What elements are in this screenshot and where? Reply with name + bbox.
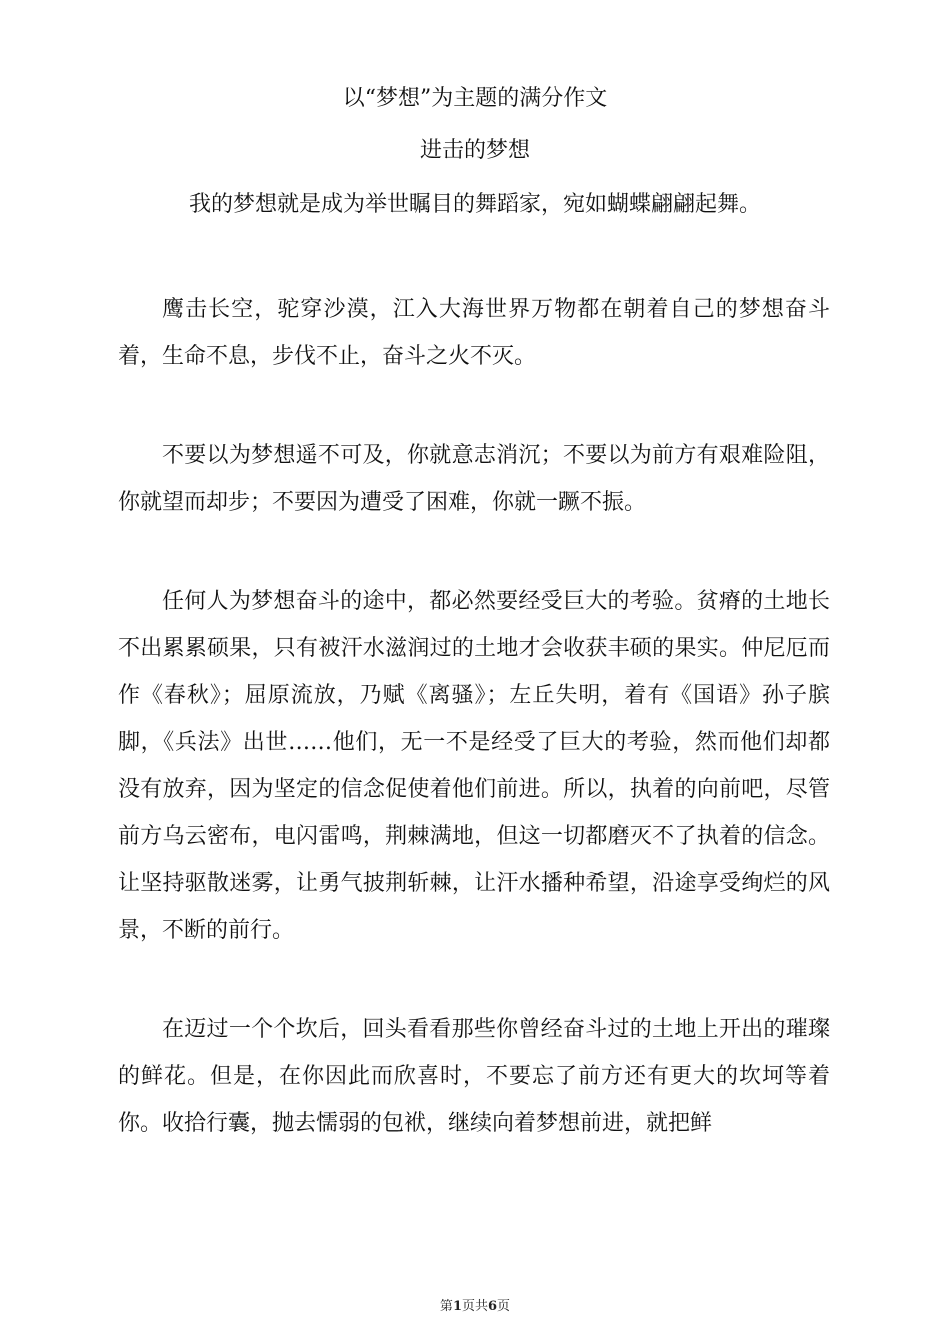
page-footer: [0, 1298, 950, 1316]
paragraph: 不要以为梦想遥不可及，你就意志消沉；不要以为前方有艰难险阻，你就望而却步；不要因为遭受了困难，你就一蹶不振。: [118, 443, 830, 515]
intro-paragraph: 我的梦想就是成为举世瞩目的舞蹈家，宛如蝴蝶翩翩起舞。: [188, 192, 761, 217]
essay-body: [118, 286, 830, 1147]
essay-title: 进击的梦想: [419, 138, 530, 163]
paragraph: 鹰击长空，驼穿沙漠，江入大海世界万物都在朝着自己的梦想奋斗着，生命不息，步伐不止，奋斗之火不灭。: [118, 297, 830, 369]
footer-suffix: 页: [497, 1299, 511, 1314]
paragraph: 任何人为梦想奋斗的途中，都必然要经受巨大的考验。贫瘠的土地长不出累累硕果，只有被汗水滋润过的土地才会收获丰硕的果实。仲尼厄而作《春秋》；屈原流放，乃赋《离骚》；左丘失明，着有《国语》孙子膑脚，《兵法》出世……他们，无一不是经受了巨大的考验，然而他们却都没有放弃，因为坚定的信念促使着他们前进。所以，执着的向前吧，尽管前方乌云密布，电闪雷鸣，荆棘满地，但这一切都磨灭不了执着的信念。让坚持驱散迷雾，让勇气披荆斩棘，让汗水播种希望，沿途享受绚烂的风景，不断的前行。: [118, 589, 830, 943]
footer-prefix: 第: [439, 1299, 453, 1314]
total-page-number: 6: [488, 1299, 498, 1314]
document-title: 以“梦想”为主题的满分作文: [342, 86, 608, 111]
current-page-number: 1: [452, 1299, 462, 1314]
footer-middle: 页共: [461, 1299, 488, 1314]
paragraph: 在迈过一个个坎后，回头看看那些你曾经奋斗过的土地上开出的璀璨的鲜花。但是，在你因此而欣喜时，不要忘了前方还有更大的坎坷等着你。收拾行囊，抛去懦弱的包袱，继续向着梦想前进，就把鲜: [118, 1017, 830, 1136]
